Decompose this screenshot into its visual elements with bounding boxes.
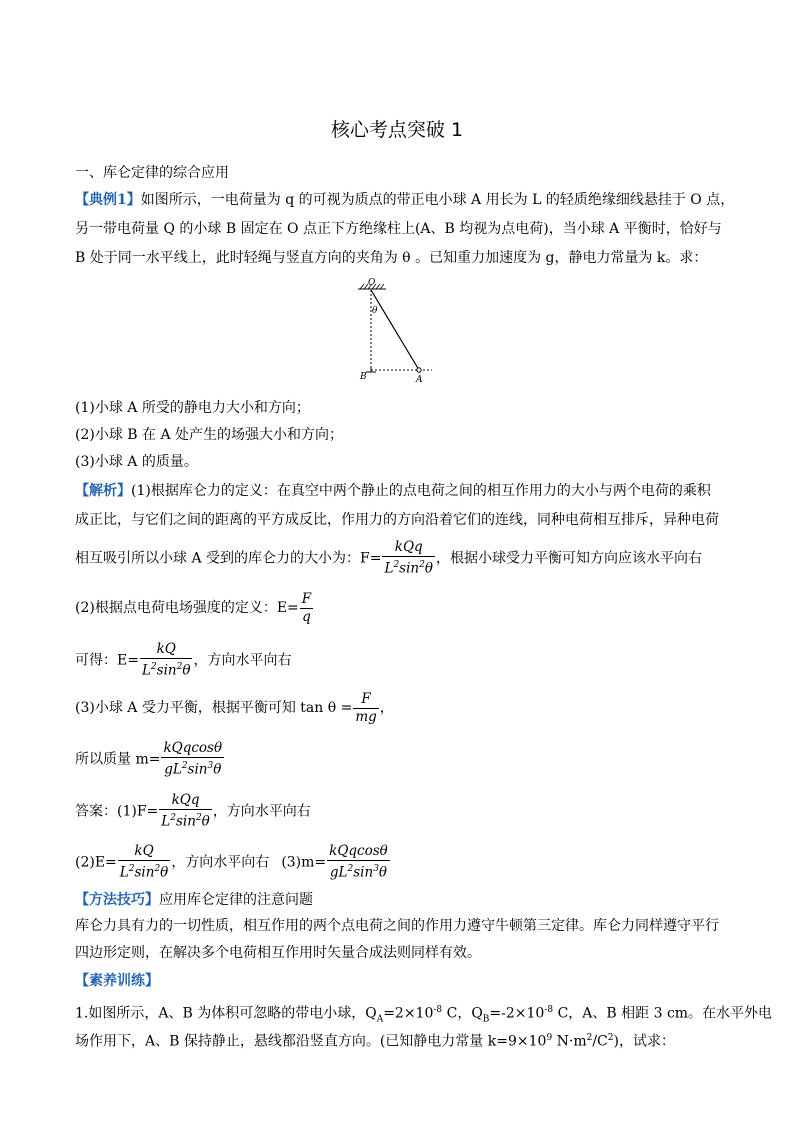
training-line-2: 场作用下，A、B 保持静止，悬线都沿竖直方向。(已知静电力常量 $k=9\times 10^9$ $N\cdot m^2/C^2$)，试求： [75,1033,675,1050]
question-3: (3)小球 A 的质量。 [75,454,198,470]
label-theta: θ [372,306,378,316]
formula-field-strength: $\frac{kQ}{L^2\sin^2\theta}$ [141,641,191,679]
answer-line-2: (2)E= $\frac{kQ}{L^2\sin^2\theta}$ ，方向水平向右 (3)m= kQqcosθ $gL^2\sin^3\theta$ [75,843,388,881]
label-o: O [368,278,376,288]
analysis-tag: 【解析】 [75,483,131,499]
formula-field-definition: $\frac{F}{q}$ [301,590,312,625]
method-line-1: 库仑力具有力的一切性质，相互作用的两个点电荷之间的作用力遵守牛顿第三定律。库仑力同样遵守平行 [75,918,719,934]
analysis-line-7: 所以质量 m= kQqcosθ $gL^2\sin^3\theta$ [75,740,223,778]
training-heading [75,971,159,991]
answer-formula-mass: kQqcosθ $gL^2\sin^3\theta$ [329,843,388,881]
formula-coulomb-force: kQq $L^2\sin^2\theta$ [384,539,433,577]
pendulum-diagram [352,276,432,386]
analysis-line-5: 可得：E= $\frac{kQ}{L^2\sin^2\theta}$ ，方向水平向右 [75,641,292,679]
question-1: (1)小球 A 所受的静电力大小和方向； [75,400,310,416]
example-line-3: B 处于同一水平线上，此时轻绳与竖直方向的夹角为 θ 。已知重力加速度为 g，静电力常量为 k。求： [75,250,708,266]
training-tag: 【素养训练】 [75,973,159,989]
analysis-line-2: 成正比，与它们之间的距离的平方成反比，作用力的方向沿着它们的连线，同种电荷相互排斥，异种电荷 [75,512,719,528]
label-b: B [360,372,367,382]
analysis-line-6: (3)小球 A 受力平衡，根据平衡可知 tan θ = $\frac{F}{mg}$ ， [75,690,394,725]
page-title: 核心考点突破 1 [330,119,464,141]
answer-formula-field: $\frac{kQ}{L^2\sin^2\theta}$ [119,843,169,881]
method-tag: 【方法技巧】 [75,892,159,908]
method-line-2: 四边形定则，在解决多个电荷相互作用时矢量合成法则同样有效。 [75,945,481,961]
example-line-2: 另一带电荷量 Q 的小球 B 固定在 O 点正下方绝缘柱上(A、B 均视为点电荷)，当小球 A 平衡时，恰好与 [75,221,722,237]
example-line-1: 【典例1】如图所示，一电荷量为 q 的可视为质点的带正电小球 A 用长为 L 的轻质绝缘细线悬挂于 O 点， [75,192,735,208]
analysis-line-4: (2)根据点电荷电场强度的定义：E= $\frac{F}{q}$ [75,590,312,625]
analysis-line-3: 相互吸引所以小球 A 受到的库仑力的大小为：F= kQq $L^2\sin^2\theta$ ，根据小球受力平衡可知方向应该水平向右 [75,539,702,577]
section-heading: 一、库仑定律的综合应用 [75,165,229,181]
formula-mass: kQqcosθ $gL^2\sin^3\theta$ [163,740,223,778]
method-heading: 【方法技巧】应用库仑定律的注意问题 [75,892,313,908]
training-line-1: 1.如图所示，A、B 为体积可忽略的带电小球，$Q_A=2\times 10^{-8}$ C，$Q_B=-2\times 10^{-8}$ C，A、B 相距 3 cm。在水平外电 [75,1005,773,1025]
example-tag: 【典例1】 [75,192,141,208]
answer-line-1: 答案：(1)F= kQq $L^2\sin^2\theta$ ，方向水平向右 [75,792,311,830]
formula-tan-theta: $\frac{F}{mg}$ [355,690,377,725]
label-a: A [416,375,423,385]
analysis-line-1: 【解析】(1)根据库仑力的定义：在真空中两个静止的点电荷之间的相互作用力的大小与两个电荷的乘积 [75,483,711,499]
question-2: (2)小球 B 在 A 处产生的场强大小和方向； [75,427,344,443]
answer-formula-force: kQq $L^2\sin^2\theta$ [161,792,210,830]
